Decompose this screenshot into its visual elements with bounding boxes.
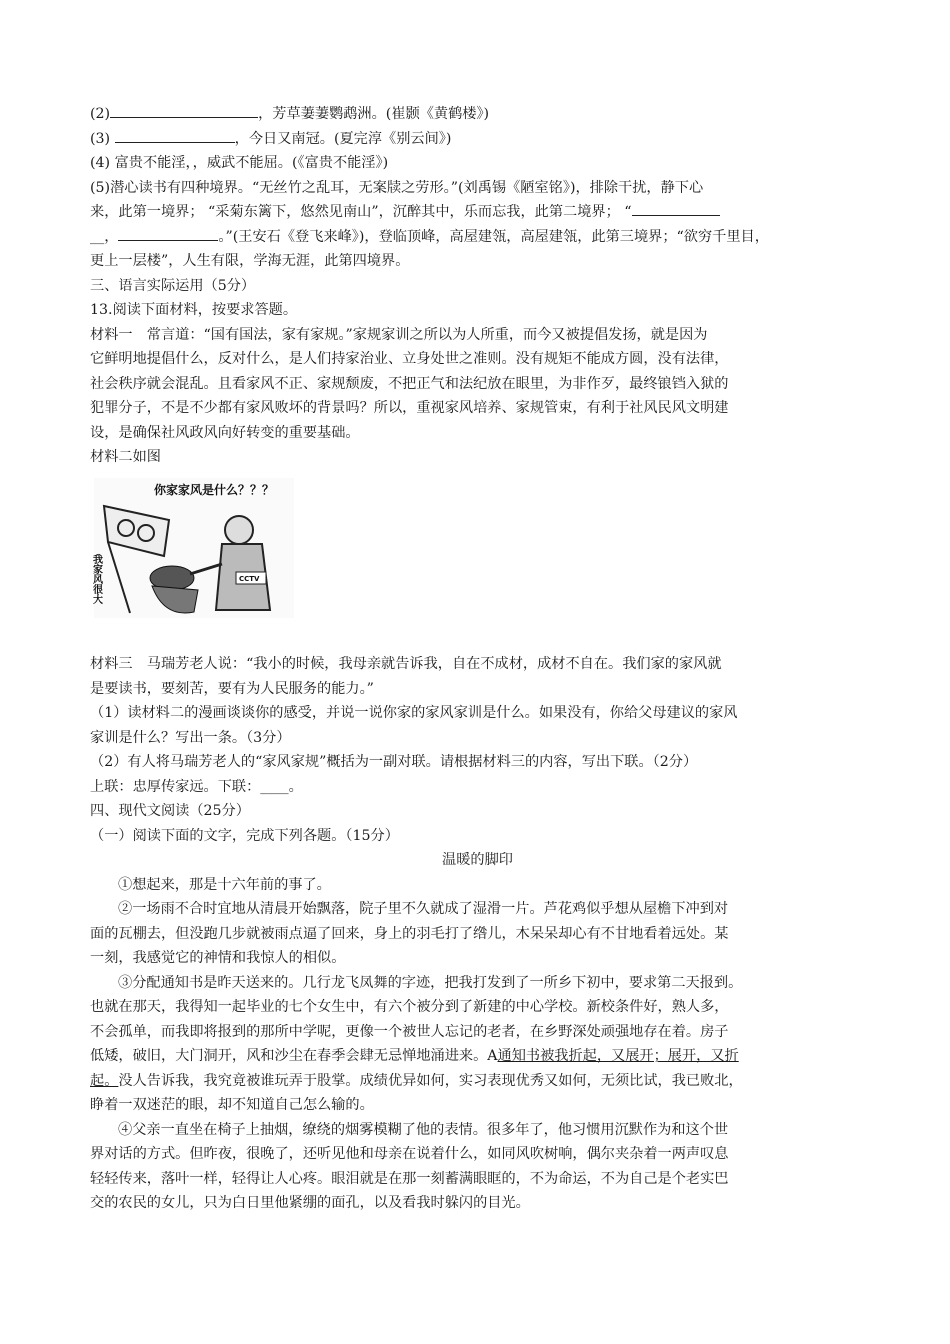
couplet-line: 上联：忠厚传家远。下联：____。 (90, 778, 303, 795)
poem-item-5-line-1: (5)潜心读书有四种境界。“无丝竹之乱耳，无案牍之劳形。”(刘禹锡《陋室铭》)，排除干扰，静下心 (90, 179, 704, 196)
sub-question-2: （2）有人将马瑞芳老人的“家风家规”概括为一副对联。请根据材料三的内容，写出下联。（2分） (90, 754, 698, 770)
poem-item-4: (4) 富贵不能淫，，威武不能屈。(《富贵不能淫》) (90, 155, 389, 171)
paragraph-1: ①想起来，那是十六年前的事了。 (118, 876, 331, 893)
exam-page (90, 102, 865, 1216)
paragraph-3: 不会孤单，而我即将报到的那所中学呢，更像一个被世人忘记的老者，在乡野深处顽强地存在着。房子 (90, 1023, 729, 1040)
paragraph-3: 也就在那天，我得知一起毕业的七个女生中，有六个被分到了新建的中心学校。新校条件好，熟人多， (90, 999, 729, 1015)
underlined-sentence-a: 通知书被我折起，又展开；展开，又折 (497, 1048, 739, 1064)
poem-item-5-line-3: __， 。”(王安石《登飞来峰》)，登临顶峰，高屋建瓴，高屋建瓴，此第三境界；“欲穷千里目， (90, 225, 865, 250)
answer-blank[interactable] (118, 226, 218, 241)
paragraph-3: 睁着一双迷茫的眼，却不知道自己怎么输的。 (90, 1097, 374, 1113)
material-3-line: 是要读书，要刻苦，要有为人民服务的能力。” (90, 680, 374, 697)
poem-item-5-line-4: 更上一层楼”，人生有限，学海无涯，此第四境界。 (90, 253, 410, 269)
material-1-line: 它鲜明地提倡什么，反对什么，是人们持家治业、立身处世之准则。没有规矩不能成方圆，没有法律， (90, 351, 729, 367)
cartoon-mic-text: CCTV (239, 574, 260, 583)
poem-item-5-line-2: 来，此第一境界； “采菊东篱下，悠然见南山”，沉醉其中，乐而忘我，此第二境界； “ (90, 200, 865, 225)
poem-item-3: (3) ，今日又南冠。(夏完淳《别云间》) (90, 127, 865, 152)
material-3-line: 材料三 马瑞芳老人说：“我小的时候，我母亲就告诉我，自在不成材，成材不自在。我们家的家风就 (90, 656, 722, 672)
article-title: 温暖的脚印 (442, 852, 513, 868)
poem-item-2: (2) ，芳草萋萋鹦鹉洲。(崔颢《黄鹤楼》) (90, 102, 865, 127)
paragraph-4: 轻轻传来，落叶一样，轻得让人心疼。眼泪就是在那一刻蓄满眼眶的，不为命运，不为自己是个老实巴 (90, 1170, 729, 1187)
material-2-label: 材料二如图 (90, 449, 161, 465)
section-3-heading: 三、语言实际运用（5分） (90, 277, 256, 294)
question-13: 13.阅读下面材料，按要求答题。 (90, 302, 298, 318)
answer-blank[interactable] (115, 128, 235, 143)
answer-blank[interactable] (110, 103, 258, 118)
paragraph-3: 低矮，破旧，大门洞开，风和沙尘在春季会肆无忌惮地涌进来。A通知书被我折起，又展开；展开，又折 (90, 1048, 739, 1064)
cartoon-speech-text: 你家家风是什么？？？ (154, 482, 275, 497)
material-1-line: 设，是确保社风政风向好转变的重要基础。 (90, 424, 360, 441)
cartoon-banner-text: 我家风很大 (90, 553, 102, 604)
material-1-line: 材料一 常言道：“国有国法，家有家规。”家规家训之所以为人所重，而今又被提倡发扬，就是因为 (90, 326, 708, 343)
answer-blank[interactable] (632, 201, 720, 216)
cartoon-image (90, 478, 294, 618)
underlined-sentence-a: 起。 (90, 1072, 119, 1089)
paragraph-2: ②一场雨不合时宜地从清晨开始飘落，院子里不久就成了湿滑一片。芦花鸡似乎想从屋檐下冲到对 (118, 901, 729, 917)
paragraph-4: ④父亲一直坐在椅子上抽烟，缭绕的烟雾模糊了他的表情。很多年了，他习惯用沉默作为和这个世 (118, 1121, 729, 1138)
sub-question-1: （1）读材料二的漫画谈谈你的感受，并说一说你家的家风家训是什么。如果没有，你给父母建议的家风 (90, 705, 738, 721)
paragraph-2: 一刻，我感觉它的神情和我惊人的相似。 (90, 950, 346, 966)
reading-1-instruction: （一）阅读下面的文字，完成下列各题。（15分） (90, 827, 399, 844)
paragraph-3: 起。没人告诉我，我究竟被谁玩弄于股掌。成绩优异如何，实习表现优秀又如何，无须比试，我已败北， (90, 1072, 743, 1089)
paragraph-2: 面的瓦棚去，但没跑几步就被雨点逼了回来，身上的羽毛打了绺儿，木呆呆却心有不甘地看着远处。某 (90, 925, 729, 942)
sub-question-1: 家训是什么？写出一条。（3分） (90, 729, 291, 746)
section-4-heading: 四、现代文阅读（25分） (90, 803, 250, 819)
paragraph-3: ③分配通知书是昨天送来的。几行龙飞凤舞的字迹，把我打发到了一所乡下初中，要求第二天报到。 (118, 974, 743, 991)
material-1-line: 犯罪分子，不是不少都有家风败坏的背景吗？所以，重视家风培养、家规管束，有利于社风民风文明建 (90, 400, 729, 416)
paragraph-4: 界对话的方式。但昨夜，很晚了，还听见他和母亲在说着什么，如同风吹树响，偶尔夹杂着一两声叹息 (90, 1146, 729, 1162)
paragraph-4: 交的农民的女儿，只为白日里他紧绷的面孔，以及看我时躲闪的目光。 (90, 1195, 530, 1211)
material-1-line: 社会秩序就会混乱。且看家风不正、家规颓废，不把正气和法纪放在眼里，为非作歹，最终锒铛入狱的 (90, 375, 729, 392)
